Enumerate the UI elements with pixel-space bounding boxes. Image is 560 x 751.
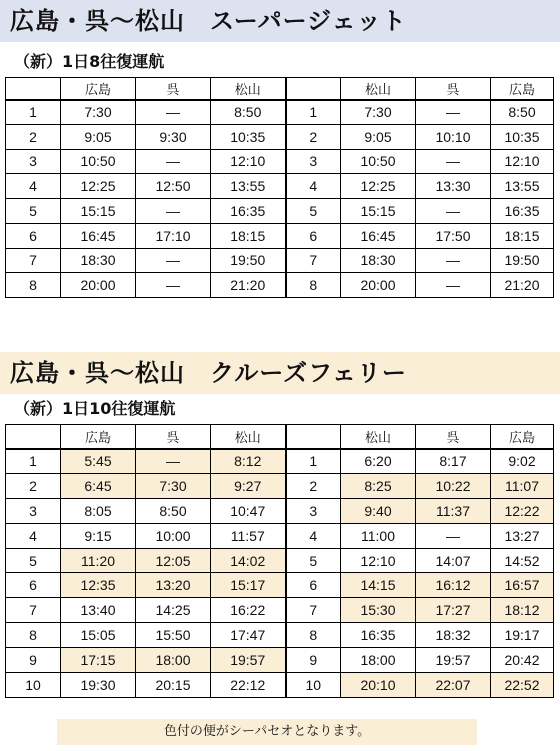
departure-time-outbound: 17:10 [136, 223, 211, 248]
departure-time-outbound: 16:35 [211, 199, 286, 224]
departure-time-outbound: 17:47 [211, 623, 286, 648]
header-row [6, 425, 554, 449]
departure-time-return: 6:20 [341, 449, 416, 474]
departure-time-outbound: 15:50 [136, 623, 211, 648]
trip-number: 7 [6, 598, 61, 623]
departure-time-outbound: 11:20 [61, 548, 136, 573]
departure-time-return: 10:50 [341, 149, 416, 174]
trip-number: 5 [286, 199, 341, 224]
column-header: 呉 [136, 78, 211, 100]
table-row [6, 523, 554, 548]
departure-time-outbound: 12:25 [61, 174, 136, 199]
departure-time-return: 12:25 [341, 174, 416, 199]
departure-time-outbound: 14:25 [136, 598, 211, 623]
departure-time-return: 18:15 [491, 223, 554, 248]
table-row [6, 573, 554, 598]
seapaseo-note: 色付の便がシーパセオとなります。 [57, 719, 477, 745]
trip-number: 3 [6, 498, 61, 523]
departure-time-outbound: 17:15 [61, 648, 136, 673]
column-header: 松山 [211, 78, 286, 100]
table-row [6, 124, 554, 149]
trip-number: 1 [6, 100, 61, 125]
departure-time-return: 20:10 [341, 673, 416, 698]
trip-number: 2 [6, 473, 61, 498]
departure-time-outbound: 9:27 [211, 473, 286, 498]
departure-time-return: 18:32 [416, 623, 491, 648]
departure-time-return: 10:22 [416, 473, 491, 498]
departure-time-outbound: 16:22 [211, 598, 286, 623]
trip-number: 10 [6, 673, 61, 698]
trip-number: 8 [286, 623, 341, 648]
departure-time-outbound: 11:57 [211, 523, 286, 548]
superjet-timetable [5, 77, 554, 298]
trip-number: 9 [6, 648, 61, 673]
departure-time-return: 9:40 [341, 498, 416, 523]
departure-time-outbound: 18:15 [211, 223, 286, 248]
departure-time-outbound: 13:40 [61, 598, 136, 623]
column-header: 広島 [491, 78, 554, 100]
column-header [6, 78, 61, 100]
departure-time-return: 15:15 [341, 199, 416, 224]
departure-time-return: 8:25 [341, 473, 416, 498]
column-header: 呉 [416, 425, 491, 449]
column-header: 松山 [341, 78, 416, 100]
departure-time-outbound: — [136, 248, 211, 273]
trip-number: 5 [286, 548, 341, 573]
departure-time-outbound: 8:12 [211, 449, 286, 474]
trip-number: 4 [286, 174, 341, 199]
departure-time-return: 20:00 [341, 273, 416, 298]
trip-number: 8 [6, 623, 61, 648]
trip-number: 9 [286, 648, 341, 673]
departure-time-outbound: 9:30 [136, 124, 211, 149]
departure-time-return: 18:12 [491, 598, 554, 623]
column-header: 松山 [211, 425, 286, 449]
departure-time-outbound: 8:50 [136, 498, 211, 523]
trip-number: 10 [286, 673, 341, 698]
departure-time-outbound: — [136, 199, 211, 224]
trip-number: 1 [286, 449, 341, 474]
column-header: 呉 [416, 78, 491, 100]
departure-time-outbound: 21:20 [211, 273, 286, 298]
departure-time-outbound: 7:30 [136, 473, 211, 498]
superjet-subtitle: （新）1日8往復運航 [14, 52, 165, 71]
departure-time-return: — [416, 523, 491, 548]
table-row [6, 174, 554, 199]
departure-time-outbound: 10:47 [211, 498, 286, 523]
departure-time-outbound: — [136, 149, 211, 174]
table-row [6, 149, 554, 174]
departure-time-outbound: 10:00 [136, 523, 211, 548]
header-row [6, 78, 554, 100]
trip-number: 2 [286, 473, 341, 498]
table-row [6, 598, 554, 623]
departure-time-return: 14:52 [491, 548, 554, 573]
trip-number: 6 [6, 573, 61, 598]
departure-time-outbound: 15:17 [211, 573, 286, 598]
departure-time-outbound: 9:15 [61, 523, 136, 548]
departure-time-outbound: 12:05 [136, 548, 211, 573]
trip-number: 1 [286, 100, 341, 125]
departure-time-outbound: 19:57 [211, 648, 286, 673]
trip-number: 1 [6, 449, 61, 474]
departure-time-return: 22:07 [416, 673, 491, 698]
departure-time-return: 10:10 [416, 124, 491, 149]
trip-number: 3 [286, 149, 341, 174]
departure-time-return: 21:20 [491, 273, 554, 298]
table-row [6, 223, 554, 248]
departure-time-return: 13:30 [416, 174, 491, 199]
departure-time-return: 19:17 [491, 623, 554, 648]
trip-number: 3 [6, 149, 61, 174]
departure-time-outbound: 12:35 [61, 573, 136, 598]
departure-time-outbound: 13:20 [136, 573, 211, 598]
trip-number: 7 [6, 248, 61, 273]
column-header: 呉 [136, 425, 211, 449]
trip-number: 7 [286, 598, 341, 623]
departure-time-return: 17:50 [416, 223, 491, 248]
departure-time-outbound: 15:05 [61, 623, 136, 648]
departure-time-return: 7:30 [341, 100, 416, 125]
column-header: 広島 [491, 425, 554, 449]
table-row [6, 473, 554, 498]
departure-time-outbound: 16:45 [61, 223, 136, 248]
table-row [6, 548, 554, 573]
departure-time-return: 14:07 [416, 548, 491, 573]
trip-number: 4 [6, 174, 61, 199]
departure-time-outbound: 5:45 [61, 449, 136, 474]
column-header [286, 425, 341, 449]
departure-time-return: 11:00 [341, 523, 416, 548]
departure-time-outbound: 18:00 [136, 648, 211, 673]
departure-time-return: 12:22 [491, 498, 554, 523]
column-header [6, 425, 61, 449]
departure-time-return: — [416, 100, 491, 125]
trip-number: 6 [286, 573, 341, 598]
trip-number: 2 [6, 124, 61, 149]
superjet-timetable-body [6, 78, 554, 298]
table-row [6, 273, 554, 298]
departure-time-outbound: 19:50 [211, 248, 286, 273]
departure-time-return: 8:50 [491, 100, 554, 125]
departure-time-return: 17:27 [416, 598, 491, 623]
table-row [6, 100, 554, 125]
ferry-subtitle: （新）1日10往復運航 [14, 399, 176, 418]
departure-time-outbound: 10:50 [61, 149, 136, 174]
trip-number: 8 [6, 273, 61, 298]
departure-time-return: 16:35 [491, 199, 554, 224]
departure-time-return: — [416, 149, 491, 174]
departure-time-outbound: 14:02 [211, 548, 286, 573]
departure-time-outbound: 13:55 [211, 174, 286, 199]
departure-time-return: 11:37 [416, 498, 491, 523]
column-header: 広島 [61, 425, 136, 449]
departure-time-return: — [416, 199, 491, 224]
departure-time-return: 9:05 [341, 124, 416, 149]
ferry-section-title: 広島・呉〜松山 クルーズフェリー [0, 352, 560, 394]
departure-time-outbound: 18:30 [61, 248, 136, 273]
departure-time-return: 8:17 [416, 449, 491, 474]
trip-number: 4 [6, 523, 61, 548]
departure-time-outbound: 12:10 [211, 149, 286, 174]
departure-time-return: 12:10 [491, 149, 554, 174]
table-row [6, 449, 554, 474]
departure-time-return: 13:55 [491, 174, 554, 199]
departure-time-return: 16:12 [416, 573, 491, 598]
departure-time-return: 9:02 [491, 449, 554, 474]
trip-number: 5 [6, 199, 61, 224]
departure-time-outbound: 10:35 [211, 124, 286, 149]
trip-number: 8 [286, 273, 341, 298]
table-row [6, 199, 554, 224]
departure-time-outbound: 8:50 [211, 100, 286, 125]
column-header: 広島 [61, 78, 136, 100]
superjet-section-title: 広島・呉〜松山 スーパージェット [0, 0, 560, 42]
table-row [6, 498, 554, 523]
departure-time-outbound: — [136, 100, 211, 125]
ferry-timetable-body [6, 425, 554, 698]
trip-number: 2 [286, 124, 341, 149]
trip-number: 6 [6, 223, 61, 248]
departure-time-return: — [416, 273, 491, 298]
trip-number: 5 [6, 548, 61, 573]
column-header: 松山 [341, 425, 416, 449]
departure-time-return: 15:30 [341, 598, 416, 623]
departure-time-return: — [416, 248, 491, 273]
departure-time-return: 19:57 [416, 648, 491, 673]
departure-time-return: 16:35 [341, 623, 416, 648]
departure-time-return: 16:57 [491, 573, 554, 598]
departure-time-return: 16:45 [341, 223, 416, 248]
departure-time-outbound: 9:05 [61, 124, 136, 149]
departure-time-outbound: 8:05 [61, 498, 136, 523]
departure-time-outbound: 20:15 [136, 673, 211, 698]
departure-time-outbound: — [136, 273, 211, 298]
ferry-timetable [5, 424, 554, 698]
departure-time-outbound: 22:12 [211, 673, 286, 698]
departure-time-outbound: 19:30 [61, 673, 136, 698]
table-row [6, 648, 554, 673]
departure-time-outbound: 15:15 [61, 199, 136, 224]
departure-time-outbound: 20:00 [61, 273, 136, 298]
departure-time-return: 18:00 [341, 648, 416, 673]
departure-time-outbound: — [136, 449, 211, 474]
departure-time-outbound: 6:45 [61, 473, 136, 498]
trip-number: 4 [286, 523, 341, 548]
departure-time-return: 13:27 [491, 523, 554, 548]
trip-number: 7 [286, 248, 341, 273]
departure-time-return: 10:35 [491, 124, 554, 149]
departure-time-outbound: 7:30 [61, 100, 136, 125]
departure-time-return: 12:10 [341, 548, 416, 573]
departure-time-return: 11:07 [491, 473, 554, 498]
table-row [6, 623, 554, 648]
departure-time-return: 22:52 [491, 673, 554, 698]
table-row [6, 673, 554, 698]
trip-number: 6 [286, 223, 341, 248]
departure-time-outbound: 12:50 [136, 174, 211, 199]
departure-time-return: 20:42 [491, 648, 554, 673]
departure-time-return: 19:50 [491, 248, 554, 273]
trip-number: 3 [286, 498, 341, 523]
column-header [286, 78, 341, 100]
departure-time-return: 18:30 [341, 248, 416, 273]
table-row [6, 248, 554, 273]
departure-time-return: 14:15 [341, 573, 416, 598]
